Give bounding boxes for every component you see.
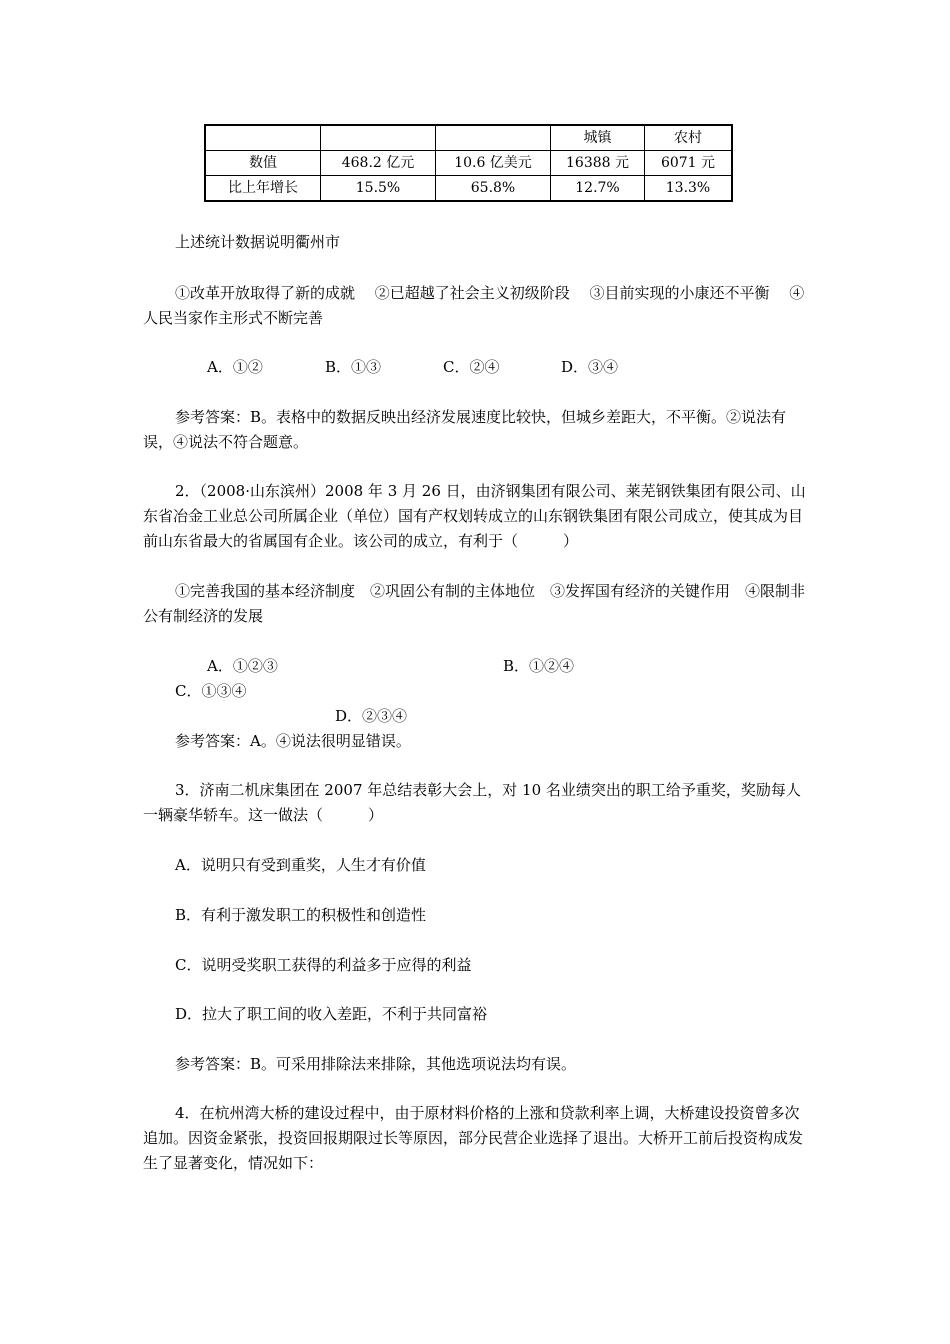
table-cell: 16388 元 xyxy=(551,151,645,176)
q2-option-c: C．①③④ xyxy=(175,682,247,700)
q3-option-d: D．拉大了职工间的收入差距，不利于共同富裕 xyxy=(175,1005,488,1023)
q1-option-b: B．①③ xyxy=(325,358,382,376)
statistics-table-container xyxy=(204,124,733,202)
q3-option-c: C．说明受奖职工获得的利益多于应得的利益 xyxy=(175,956,472,974)
table-cell: 10.6 亿美元 xyxy=(436,151,551,176)
q3-answer: 参考答案：B。可采用排除法来排除，其他选项说法均有误。 xyxy=(175,1055,577,1073)
q1-stem: 上述统计数据说明衢州市 xyxy=(175,233,341,251)
q2-items: ①完善我国的基本经济制度 ②巩固公有制的主体地位 ③发挥国有经济的关键作用 ④限制非公有制经济的发展 xyxy=(143,582,806,625)
q3-stem: 3．济南二机床集团在 2007 年总结表彰大会上，对 10 名业绩突出的职工给予重奖，奖励每人一辆豪华轿车。这一做法（ ） xyxy=(143,781,801,824)
table-row xyxy=(205,176,732,202)
table-header-cell xyxy=(436,125,551,151)
table-header-cell xyxy=(205,125,321,151)
q1-items: ①改革开放取得了新的成就 ②已超越了社会主义初级阶段 ③目前实现的小康还不平衡 ④人民当家作主形式不断完善 xyxy=(143,284,805,327)
table-cell: 15.5% xyxy=(321,176,436,202)
q1-options xyxy=(143,355,807,380)
q2-option-d: D．②③④ xyxy=(335,707,408,725)
table-cell: 6071 元 xyxy=(645,151,733,176)
table-cell: 468.2 亿元 xyxy=(321,151,436,176)
q3-option-b: B．有利于激发职工的积极性和创造性 xyxy=(175,906,427,924)
q2-stem: 2．（2008·山东滨州）2008 年 3 月 26 日，由济钢集团有限公司、莱芜钢铁集团有限公司、山东省冶金工业总公司所属企业（单位）国有产权划转成立的山东钢铁集团有限公司成立，使其成为目前山东省最大的省属国有企业。该公司的成立，有利于（ ） xyxy=(143,482,806,550)
q1-option-d: D．③④ xyxy=(561,358,619,376)
q1-option-a: A．①② xyxy=(207,358,263,376)
table-header-cell: 农村 xyxy=(645,125,733,151)
table-cell: 13.3% xyxy=(645,176,733,202)
q2-options xyxy=(143,654,807,729)
q2-option-b: B．①②④ xyxy=(503,657,575,675)
table-cell: 数值 xyxy=(205,151,321,176)
q3-option-a: A．说明只有受到重奖，人生才有价值 xyxy=(175,856,426,874)
q1-answer: 参考答案：B。表格中的数据反映出经济发展速度比较快，但城乡差距大，不平衡。②说法有误，④说法不符合题意。 xyxy=(143,408,787,451)
q2-answer: 参考答案：A。④说法很明显错误。 xyxy=(175,732,411,750)
table-row xyxy=(205,151,732,176)
table-cell: 12.7% xyxy=(551,176,645,202)
table-cell: 比上年增长 xyxy=(205,176,321,202)
table-header-cell: 城镇 xyxy=(551,125,645,151)
statistics-table xyxy=(204,124,733,202)
q1-option-c: C．②④ xyxy=(443,358,500,376)
table-header-cell xyxy=(321,125,436,151)
table-header-row xyxy=(205,125,732,151)
q2-option-a: A．①②③ xyxy=(207,657,278,675)
q4-stem: 4．在杭州湾大桥的建设过程中，由于原材料价格的上涨和贷款利率上调，大桥建设投资曾多次追加。因资金紧张，投资回报期限过长等原因，部分民营企业选择了退出。大桥开工前后投资构成发生了显著变化，情况如下： xyxy=(143,1104,804,1172)
table-cell: 65.8% xyxy=(436,176,551,202)
